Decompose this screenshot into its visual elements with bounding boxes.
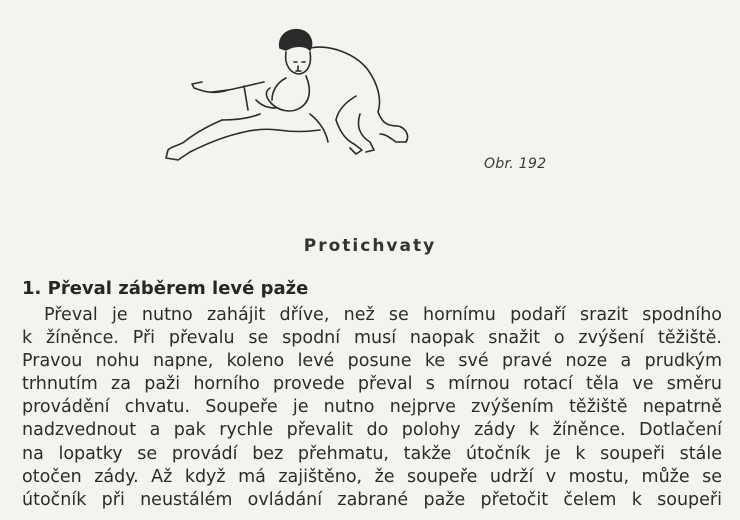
figure-caption: Obr. 192 (484, 156, 547, 172)
paragraph-line: trhnutím za paži horního provede převal s mírnou rotací těla ve směru (22, 374, 722, 395)
paragraph-line: k žíněnce. Při převalu se spodní musí naopak snažit o zvýšení těžiště. (22, 328, 722, 349)
paragraph-line: Převal je nutno zahájit dříve, než se hornímu podaří srazit spodního (44, 305, 722, 325)
paragraph-line: otočen zády. Až když má zajištěno, že soupeře udrží v mostu, může se (22, 466, 722, 487)
section-subheading: 1. Převal záběrem levé paže (22, 278, 309, 299)
section-heading: Protichvaty (303, 236, 437, 256)
wrestlers-illustration (160, 18, 430, 178)
wrestlers-drawing (160, 18, 430, 178)
paragraph-line: na lopatky se provádí bez přehmatu, takže útočník je k soupeři stále (22, 443, 722, 464)
paragraph-line: provádění chvatu. Soupeře je nutno nejprve zvýšením těžiště nepatrně (22, 397, 722, 418)
paragraph-line: Pravou nohu napne, koleno levé posune ke své pravé noze a prudkým (22, 351, 722, 372)
paragraph-line: nadzvednout a pak rychle převalit do polohy zády k žíněnce. Dotlačení (22, 420, 722, 441)
paragraph-line: útočník při neustálém ovládání zabrané paže přetočit čelem k soupeři (22, 489, 722, 510)
body-paragraph (22, 304, 722, 512)
